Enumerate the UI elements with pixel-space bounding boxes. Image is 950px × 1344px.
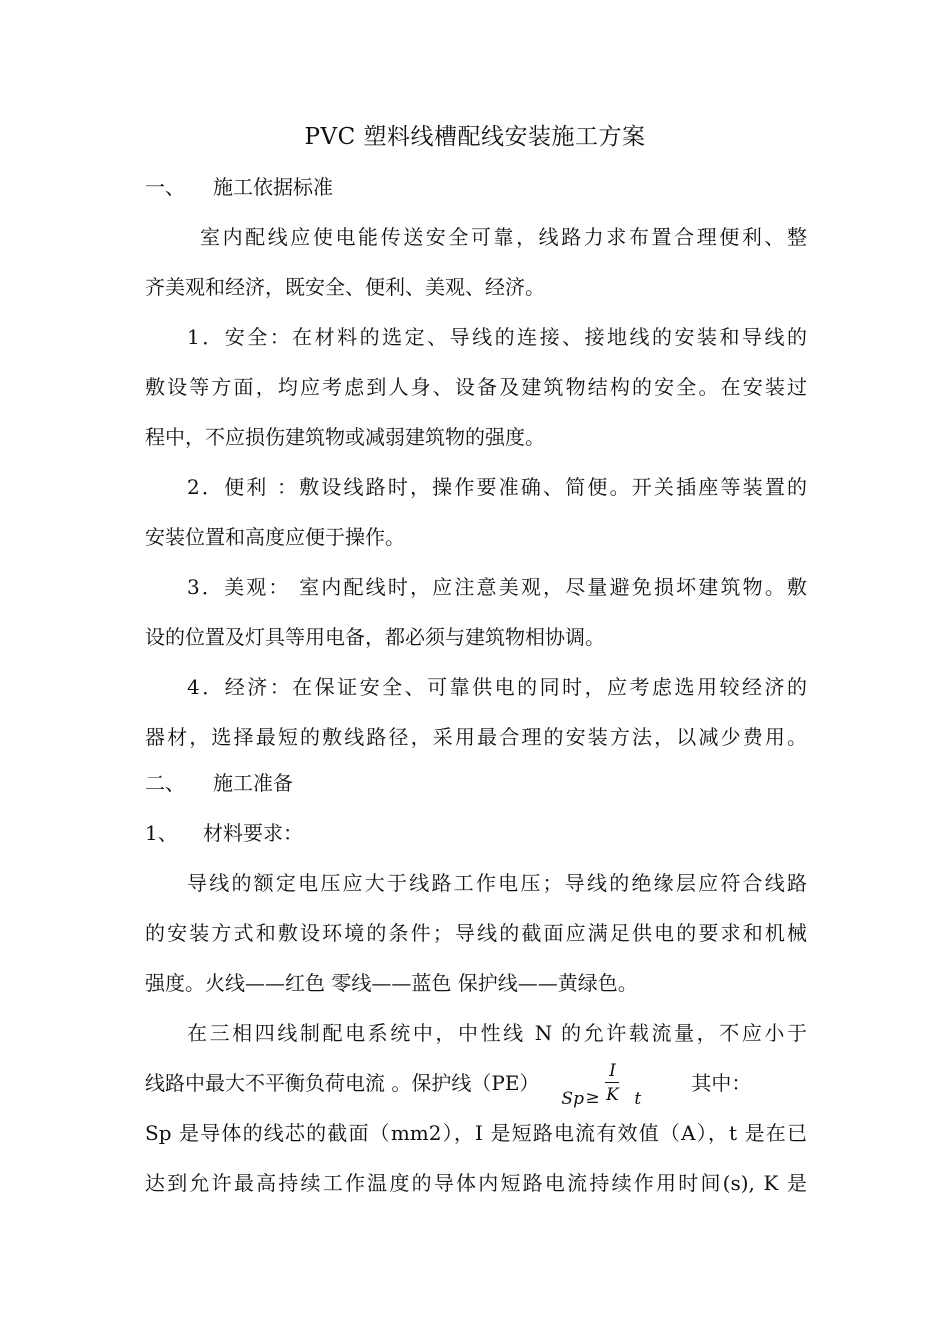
paragraph-line: 程中，不应损伤建筑物或减弱建筑物的强度。	[145, 425, 545, 449]
paragraph-line: 的安装方式和敷设环境的条件；导线的截面应满足供电的要求和机械	[145, 921, 807, 945]
neutral-paragraph	[145, 1008, 807, 1208]
subsection-heading-1	[145, 813, 303, 853]
section-heading-1	[145, 167, 333, 207]
item-safety	[145, 312, 807, 462]
paragraph-line: 达到允许最高持续工作温度的导体内短路电流持续作用时间(s), K 是	[145, 1171, 807, 1195]
subsection-title: 材料要求：	[203, 821, 303, 845]
document-title: PVC 塑料线槽配线安装施工方案	[304, 124, 646, 150]
item-aesthetics	[145, 562, 807, 662]
item-convenience	[145, 462, 807, 562]
formula-denominator: K	[606, 1084, 619, 1105]
formula-numerator: I	[609, 1060, 616, 1081]
section-number: 一、	[145, 175, 185, 199]
paragraph-line: 导线的额定电压应大于线路工作电压；导线的绝缘层应符合线路	[187, 871, 807, 895]
paragraph-line: 在三相四线制配电系统中，中性线 N 的允许载流量，不应小于	[187, 1021, 807, 1045]
paragraph-line: 安装位置和高度应便于操作。	[145, 525, 405, 549]
section-number: 二、	[145, 771, 185, 795]
paragraph-line: 1．安全：在材料的选定、导线的连接、接地线的安装和导线的	[187, 325, 807, 349]
section-title: 施工准备	[213, 771, 293, 795]
paragraph-line: 强度。火线——红色 零线——蓝色 保护线——黄绿色。	[145, 971, 638, 995]
paragraph-line: Sp 是导体的线芯的截面（mm2），I 是短路电流有效值（A），t 是在已	[145, 1121, 807, 1145]
paragraph-line: 设的位置及灯具等用电备，都必须与建筑物相协调。	[145, 625, 605, 649]
formula-lhs: Sp	[561, 1088, 584, 1109]
paragraph-line: 2．便利 ：敷设线路时，操作要准确、简便。开关插座等装置的	[187, 475, 807, 499]
formula-t: t	[634, 1088, 642, 1109]
paragraph-line: 敷设等方面，均应考虑到人身、设备及建筑物结构的安全。在安装过	[145, 375, 807, 399]
paragraph-line: 器材，选择最短的敷线路径，采用最合理的安装方法，以减少费用。	[145, 725, 807, 749]
subsection-number: 1、	[145, 821, 178, 845]
material-paragraph	[145, 858, 807, 1008]
paragraph-line: 齐美观和经济，既安全、便利、美观、经济。	[145, 275, 545, 299]
paragraph-line: 室内配线应使电能传送安全可靠，线路力求布置合理便利、整	[200, 225, 807, 249]
intro-paragraph	[145, 212, 807, 312]
section-heading-2	[145, 763, 293, 803]
paragraph-text: 线路中最大不平衡负荷电流 。保护线（PE）	[145, 1071, 540, 1095]
item-economy	[145, 662, 807, 762]
paragraph-line: 3．美观： 室内配线时，应注意美观，尽量避免损坏建筑物。敷	[187, 575, 807, 599]
formula-operator: ≥	[585, 1087, 600, 1108]
paragraph-line: 4．经济：在保证安全、可靠供电的同时，应考虑选用较经济的	[187, 675, 807, 699]
paragraph-line-with-formula	[145, 1058, 807, 1108]
formula-fraction	[605, 1060, 619, 1105]
formula	[539, 1060, 649, 1110]
section-title: 施工依据标准	[213, 175, 333, 199]
paragraph-text: 其中：	[691, 1071, 752, 1095]
